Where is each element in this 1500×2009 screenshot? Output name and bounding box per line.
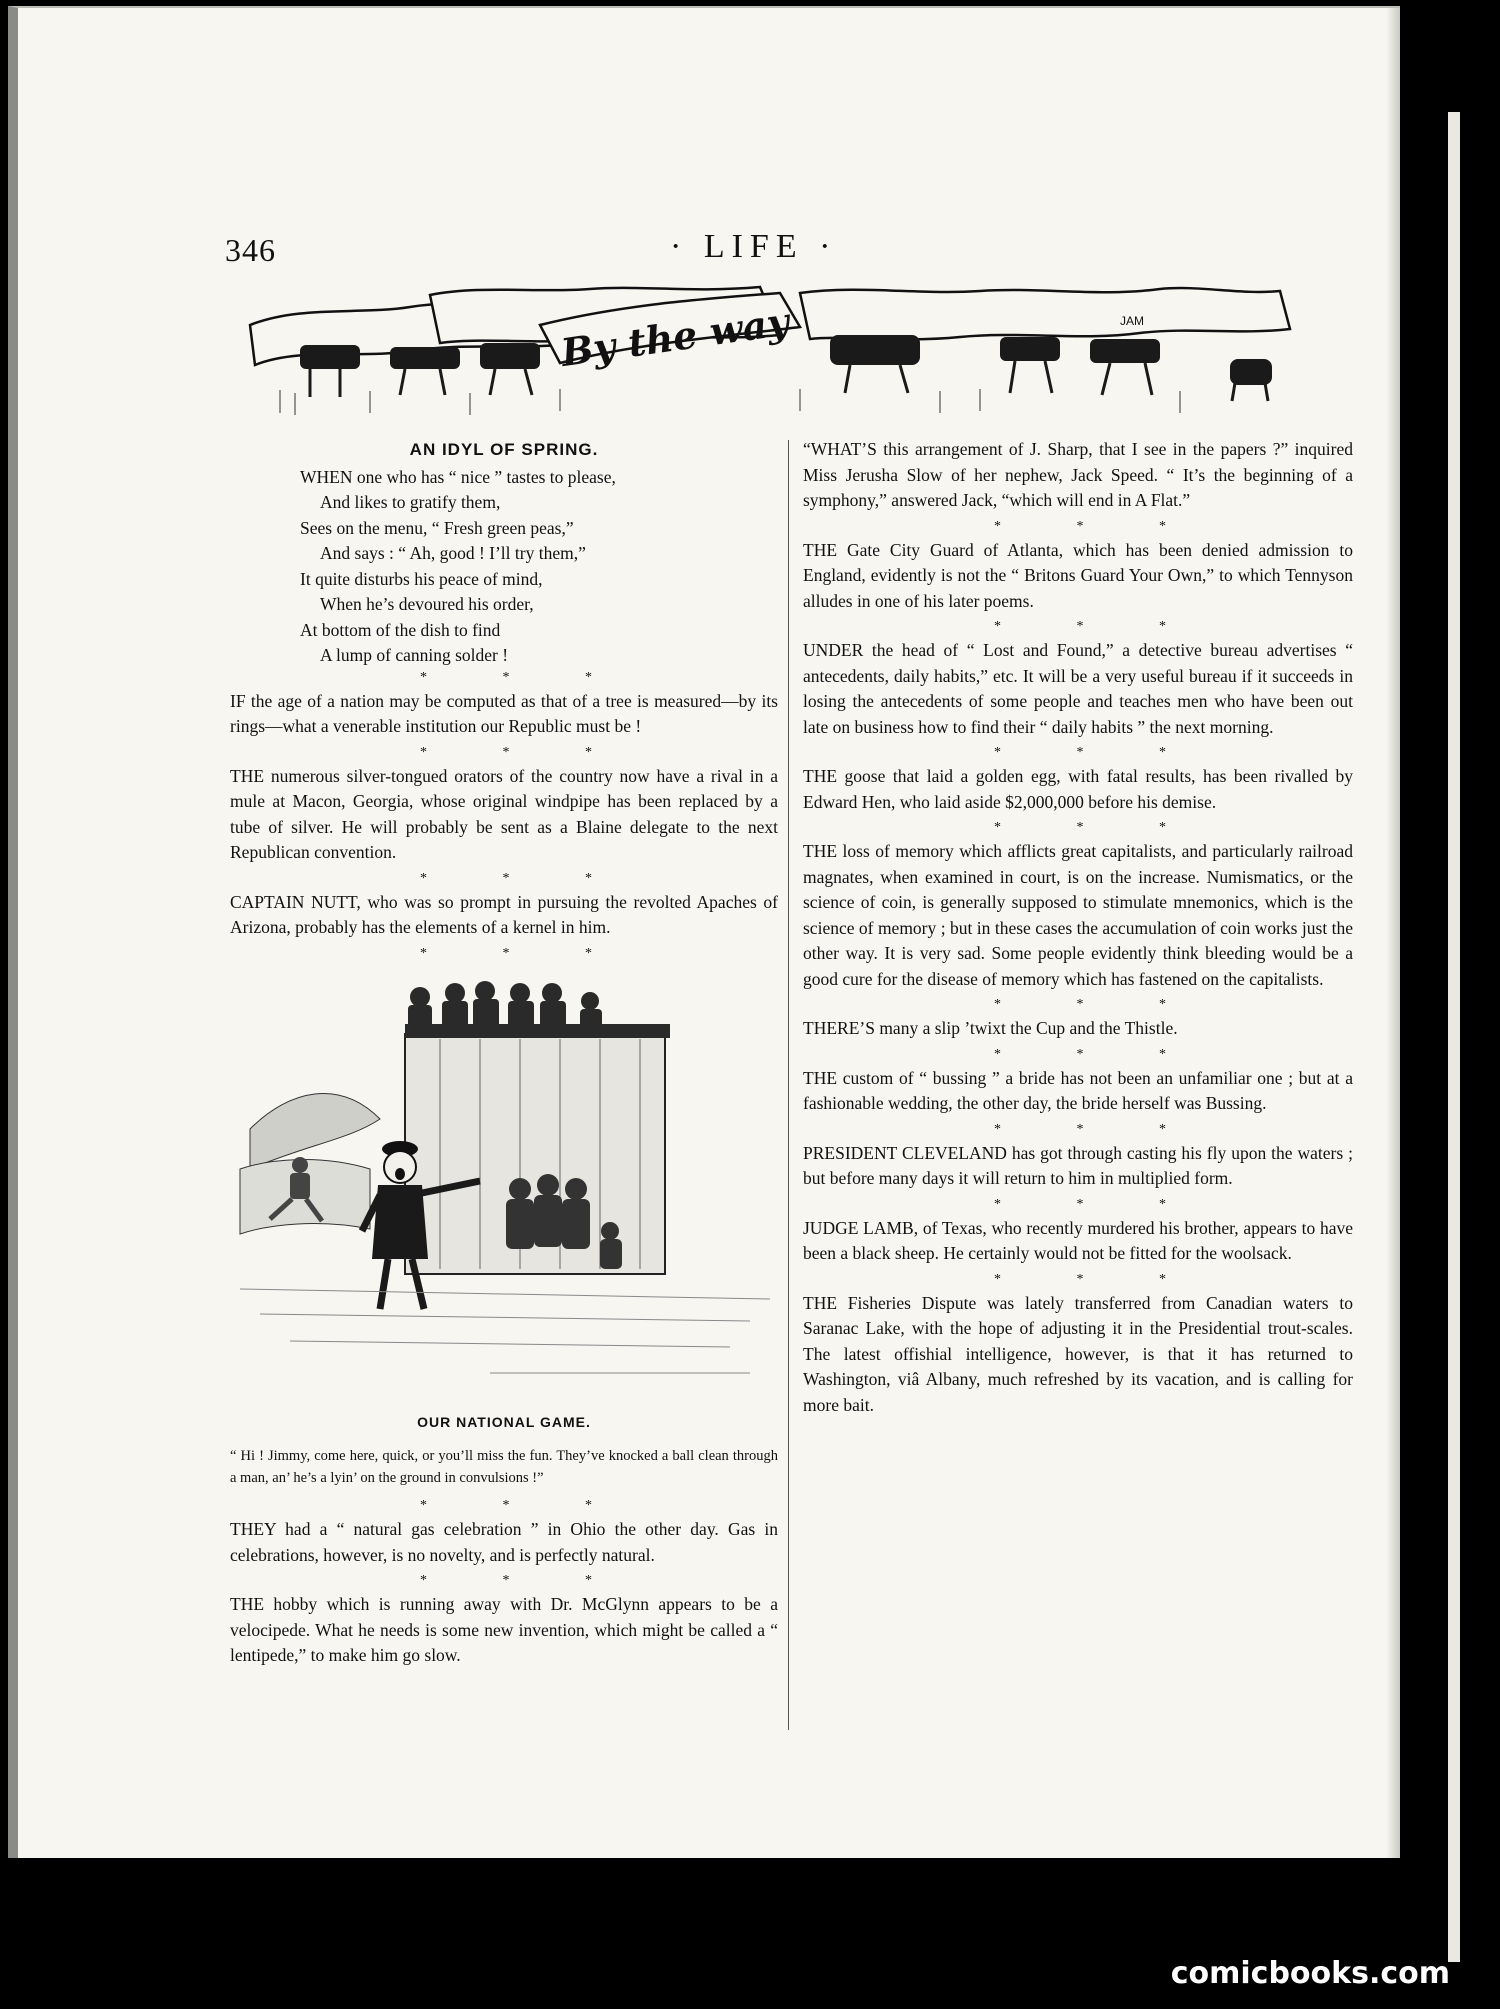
paragraph: CAPTAIN NUTT, who was so prompt in pursuing the revolted Apaches of Arizona, probably has the elements of a kernel in him. [230, 891, 778, 937]
facing-page-edge [1448, 112, 1460, 1962]
section-divider: * * * [420, 870, 628, 886]
banner-figures [280, 335, 1272, 415]
banner-signature: JAM [1120, 314, 1144, 328]
paragraph: THERE’S many a slip ’twixt the Cup and the Thistle. [803, 1018, 1178, 1038]
poem-line: And likes to gratify them, [320, 492, 501, 512]
section-divider: * * * [420, 744, 628, 760]
poem-line: When he’s devoured his order, [320, 594, 534, 614]
section-divider: * * * [420, 1498, 628, 1513]
spectators-on-wall [408, 981, 602, 1029]
poem-line: A lump of canning solder ! [320, 645, 509, 665]
left-column [230, 437, 778, 1673]
section-divider: * * * [420, 945, 628, 961]
section-divider: * * * [994, 745, 1202, 760]
paragraph: THE Gate City Guard of Atlanta, which has been denied admission to England, evidently is not the “ Britons Guard Your Own,” to which Tennyson alludes in one of his later poems. [803, 539, 1353, 611]
poem-line: It quite disturbs his peace of mind, [300, 568, 543, 589]
section-divider: * * * [994, 619, 1202, 634]
paragraph: UNDER the head of “ Lost and Found,” a detective bureau advertises “ antecedents, daily habits,” etc. It will be a very useful bureau if it succeeds in losing the antecedents of some people and teaches men who have been out late on business how to find their “ daily habits ” the next morning. [803, 640, 1353, 737]
right-column [803, 437, 1353, 1422]
page-number: 346 [225, 232, 276, 268]
paragraph: THE Fisheries Dispute was lately transferred from Canadian waters to Saranac Lake, with the hope of adjusting it in the Presidential trout-scales. The latest offishial intelligence, however, is that it has returned to Washington, viâ Albany, much refreshed by its vacation, and is calling for more bait. [803, 1292, 1353, 1415]
poem-line: Sees on the menu, “ Fresh green peas,” [300, 517, 574, 538]
paragraph: THE numerous silver-tongued orators of the country now have a rival in a mule at Macon, Georgia, whose original windpipe has been replaced by a tube of silver. He will probably be sent as a Blaine delegate to the next Republican convention. [230, 765, 778, 862]
paragraph: JUDGE LAMB, of Texas, who recently murdered his brother, appears to have been a black sheep. He certainly would not be fitted for the woolsack. [803, 1217, 1353, 1263]
paragraph: PRESIDENT CLEVELAND has got through casting his fly upon the waters ; but before many days it will return to him in multiplied form. [803, 1142, 1353, 1188]
poem-line: And says : “ Ah, good ! I’ll try them,” [320, 543, 586, 563]
paragraph: “WHAT’S this arrangement of J. Sharp, that I see in the papers ?” inquired Miss Jerusha Slow of her nephew, Jack Speed. “ It’s the beginning of a symphony,” answered Jack, “which will end in A Flat.” [803, 439, 1353, 510]
column-rule [788, 440, 789, 1730]
site-watermark[interactable]: comicbooks.com [1170, 1956, 1450, 1991]
poem-line: WHEN one who has “ nice ” tastes to please, [300, 466, 616, 487]
caption-title: OUR NATIONAL GAME. [417, 1413, 591, 1430]
paragraph: IF the age of a nation may be computed as that of a tree is measured—by its rings—what a venerable institution our Republic must be ! [230, 690, 778, 736]
section-divider: * * * [994, 1046, 1202, 1062]
paragraph: THE goose that laid a golden egg, with fatal results, has been rivalled by Edward Hen, who laid aside $2,000,000 before his demise. [803, 766, 1353, 812]
running-head: · LIFE · [670, 228, 838, 265]
section-divider: * * * [420, 1573, 628, 1588]
section-divider: * * * [994, 1271, 1202, 1287]
section-divider: * * * [994, 1196, 1202, 1212]
paragraph: THEY had a “ natural gas celebration ” in Ohio the other day. Gas in celebrations, however, is no novelty, and is perfectly natural. [230, 1519, 778, 1565]
section-divider: * * * [420, 669, 628, 685]
paragraph: THE hobby which is running away with Dr. McGlynn appears to be a velocipede. What he needs is some new invention, which might be called a “ lentipede,” to make him go slow. [230, 1594, 778, 1665]
by-the-way-banner [240, 285, 1340, 420]
page-edge [1386, 8, 1400, 1858]
poem [300, 465, 778, 669]
section-divider: * * * [994, 820, 1202, 835]
caption-text: “ Hi ! Jimmy, come here, quick, or you’ll miss the fun. They’ve knocked a ball clean through a man, an’ he’s a lyin’ on the ground in convulsions !” [230, 1448, 778, 1486]
section-divider: * * * [994, 518, 1202, 534]
section-divider: * * * [994, 1121, 1202, 1137]
section-divider: * * * [994, 997, 1202, 1012]
poem-line: At bottom of the dish to find [300, 619, 501, 640]
banner-title: By the way [558, 298, 792, 376]
paragraph: THE loss of memory which afflicts great capitalists, and particularly railroad magnates, when examined in court, is on the increase. Numismatics, or the science of coin, is generally supposed to stimulate mnemonics, which is the science of memory ; but in these cases the accumulation of coin works just the other way. It is very sad. Some people evidently think bleeding would be a good cure for the disease of memory which has fastened on the capitalists. [803, 841, 1353, 989]
our-national-game-illustration [230, 969, 778, 1404]
paragraph: THE custom of “ bussing ” a bride has not been an unfamiliar one ; but at a fashionable wedding, the other day, the bride herself was Bussing. [803, 1067, 1353, 1113]
poem-title: AN IDYL OF SPRING. [409, 440, 599, 459]
